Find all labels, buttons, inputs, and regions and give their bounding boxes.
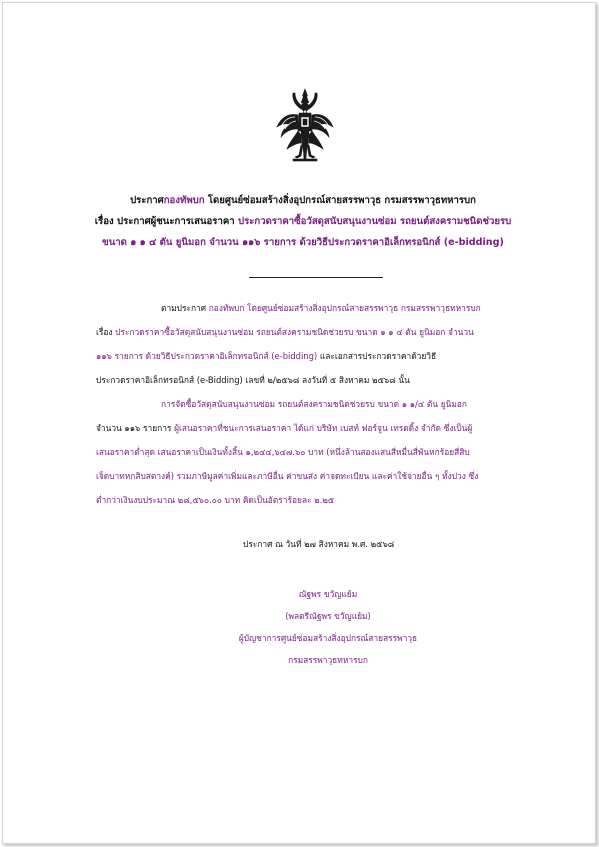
p2-l2-text: จำนวน ๑๑๖ รายการ [96, 423, 175, 433]
p1-l3-subject: ๑๑๖ รายการ ด้วยวิธีประกวดราคาอิเล็กทรอนิกส์ (e-bidding) [96, 351, 318, 361]
title-army: กองทัพบก [163, 195, 205, 206]
p1-l3-text: และเอกสารประกวดราคาด้วยวิธี [317, 351, 437, 361]
title-prefix: ประกาศ [130, 195, 164, 206]
divider-line [249, 277, 383, 278]
paragraph2-line5: ต่ำกว่าเงินงบประมาณ ๒๘,๕๖๐.๐๐ บาท คิดเป็นอัตราร้อยละ ๒.๒๕ [96, 495, 335, 505]
paragraph2-line2 [96, 421, 472, 435]
garuda-emblem-icon [275, 87, 335, 163]
paragraph1-line3 [96, 349, 436, 363]
signer-name: ณัฐพร ขวัญแย้ม [298, 589, 358, 599]
announcement-date: ประกาศ ณ วันที่ ๒๗ สิงหาคม พ.ศ. ๒๕๖๘ [243, 539, 395, 549]
p2-l2-winner: ผู้เสนอราคาที่ชนะการเสนอราคา ได้แก่ บริษัท เบสท์ ฟอร์จูน เทรดดิ้ง จำกัด ซึ่งเป็นผู้ [174, 423, 473, 433]
signer-rank-name: (พลตรีณัฐพร ขวัญแย้ม) [285, 611, 371, 621]
paragraph2-line3: เสนอราคาต่ำสุด เสนอราคาเป็นเงินทั้งสิ้น ๑,๒๔๔,๖๔๗.๖๐ บาท (หนึ่งล้านสองแสนสี่หมื่นสี่พันหกร้อยสี่สิบ [96, 447, 470, 457]
subject-continuation: ขนาด ๑ ๑ ๔ ตัน ยูนิมอก จำนวน ๑๑๖ รายการ ด้วยวิธีประกวดราคาอิเล็กทรอนิกส์ (e-bidding) [102, 237, 504, 248]
p1-l2-subject: ประกวดราคาซื้อวัสดุสนับสนุนงานซ่อม รถยนต์สงครามชนิดช่วยรบ ขนาด ๑ ๑ ๔ ตัน ยูนิมอก จำนวน [115, 327, 474, 337]
announcement-subject [63, 214, 543, 229]
paragraph1-line1 [161, 301, 481, 315]
signer-position: ผู้บัญชาการศูนย์ซ่อมสร้างสิ่งอุปกรณ์สายสรรพาวุธ [238, 633, 418, 643]
p1-l1-org: กองทัพบก โดยศูนย์ซ่อมสร้างสิ่งอุปกรณ์สายสรรพาวุธ กรมสรรพาวุธทหารบก [208, 303, 481, 313]
signer-department: กรมสรรพาวุธทหารบก [288, 655, 368, 665]
subject-detail: ประกวดราคาซื้อวัสดุสนับสนุนงานซ่อม รถยนต์สงครามชนิดช่วยรบ [238, 216, 512, 227]
p1-l2-text: เรื่อง [96, 327, 116, 337]
paragraph2-line4: เจ็ดบาทหกสิบสตางค์) รวมภาษีมูลค่าเพิ่มและภาษีอื่น ค่าขนส่ง ค่าจดทะเบียน และค่าใช้จ่ายอื่น ๆ ทั้งปวง ซึ่ง [96, 471, 479, 481]
p1-l1-text: ตามประกาศ [161, 303, 209, 313]
paragraph1-line2 [96, 325, 474, 339]
document-page [2, 2, 596, 844]
title-organization: โดยศูนย์ซ่อมสร้างสิ่งอุปกรณ์สายสรรพาวุธ กรมสรรพาวุธทหารบก [204, 195, 476, 206]
announcement-title [63, 193, 543, 208]
paragraph1-line4: ประกวดราคาอิเล็กทรอนิกส์ (e-Bidding) เลขที่ ๒/๒๕๖๘ ลงวันที่ ๕ สิงหาคม ๒๕๖๘ นั้น [96, 375, 410, 385]
paragraph2-line1: การจัดซื้อวัสดุสนับสนุนงานซ่อม รถยนต์สงครามชนิดช่วยรบ ขนาด ๑ ๑/๔ ตัน ยูนิมอก [161, 399, 467, 409]
subject-prefix: เรื่อง ประกาศผู้ชนะการเสนอราคา [94, 216, 238, 227]
